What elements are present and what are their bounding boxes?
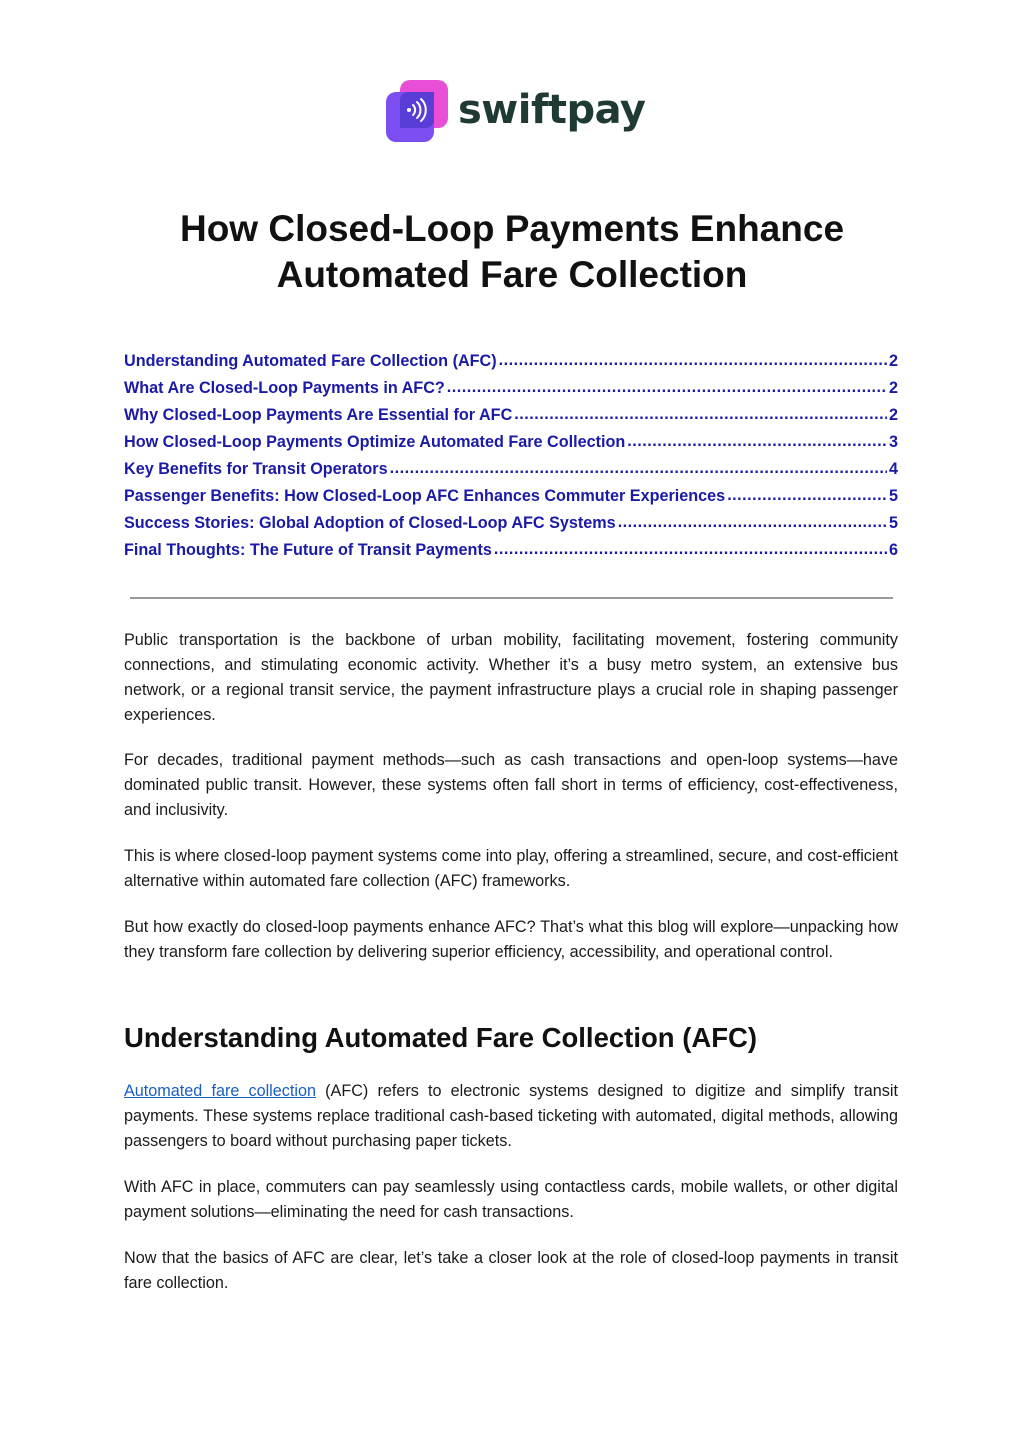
toc-item[interactable]: [124, 460, 898, 487]
toc-item-label: Success Stories: Global Adoption of Closed-Loop AFC Systems: [124, 514, 616, 532]
toc-item-page: 5: [888, 487, 898, 505]
toc-item-page: 2: [888, 379, 898, 397]
toc-leader: [390, 460, 887, 478]
toc-item-label: Why Closed-Loop Payments Are Essential for AFC: [124, 406, 513, 424]
toc-item-page: 2: [888, 406, 898, 424]
toc-item-label: Understanding Automated Fare Collection (AFC): [124, 352, 497, 370]
toc-item-label: What Are Closed-Loop Payments in AFC?: [124, 379, 445, 397]
toc-item[interactable]: [124, 487, 898, 514]
table-of-contents: [124, 352, 898, 568]
toc-leader: [494, 541, 887, 559]
toc-item-label: How Closed-Loop Payments Optimize Automated Fare Collection: [124, 433, 626, 451]
toc-item-page: 5: [888, 514, 898, 532]
section-paragraph-2: With AFC in place, commuters can pay seamlessly using contactless cards, mobile wallets, or other digital payment solutions—eliminating the need for cash transactions.: [124, 1178, 898, 1221]
intro-paragraph-3: This is where closed-loop payment systems come into play, offering a streamlined, secure, and cost-efficient alternative within automated fare collection (AFC) frameworks.: [124, 847, 898, 890]
toc-item[interactable]: [124, 433, 898, 460]
toc-item-page: 3: [888, 433, 898, 451]
intro-paragraph-4: But how exactly do closed-loop payments enhance AFC? That’s what this blog will explore—unpacking how they transform fare collection by delivering superior efficiency, accessibility, and operational control.: [124, 918, 898, 961]
toc-item-label: Key Benefits for Transit Operators: [124, 460, 388, 478]
toc-item-page: 4: [888, 460, 898, 478]
toc-leader: [447, 379, 887, 397]
logo-wordmark: swiftpay: [458, 87, 646, 133]
toc-leader: [618, 514, 887, 532]
section-heading: Understanding Automated Fare Collection (AFC): [124, 1022, 758, 1053]
title-line-1: How Closed-Loop Payments Enhance: [179, 208, 845, 249]
toc-item[interactable]: [124, 514, 898, 541]
title-line-2: Automated Fare Collection: [276, 254, 748, 295]
horizontal-divider: [130, 597, 893, 599]
toc-leader: [514, 406, 887, 424]
toc-item-page: 2: [888, 352, 898, 370]
toc-item[interactable]: [124, 379, 898, 406]
toc-leader: [627, 433, 887, 451]
toc-item[interactable]: [124, 352, 898, 379]
toc-item-page: 6: [888, 541, 898, 559]
section-paragraph-1: [124, 1079, 898, 1154]
afc-link[interactable]: Automated fare collection: [124, 1082, 316, 1100]
swiftpay-logo: [386, 80, 645, 144]
toc-leader: [499, 352, 887, 370]
intro-paragraph-2: For decades, traditional payment methods—such as cash transactions and open-loop systems—have dominated public transit. However, these systems often fall short in terms of efficiency, cost-effectiveness, and inclusivity.: [124, 751, 898, 819]
section-paragraph-3: Now that the basics of AFC are clear, let’s take a closer look at the role of closed-loop payments in transit fare collection.: [124, 1249, 898, 1292]
toc-item-label: Final Thoughts: The Future of Transit Payments: [124, 541, 492, 559]
contactless-waves-icon: [400, 92, 434, 128]
intro-paragraph-1: Public transportation is the backbone of urban mobility, facilitating movement, fostering community connections, and stimulating economic activity. Whether it’s a busy metro system, an extensive bus network, or a regional transit service, the payment infrastructure plays a crucial role in shaping passenger experiences.: [124, 631, 898, 724]
toc-item-label: Passenger Benefits: How Closed-Loop AFC Enhances Commuter Experiences: [124, 487, 726, 505]
section-paragraph-1-text: (AFC) refers to electronic systems designed to digitize and simplify transit payments. These systems replace traditional cash-based ticketing with automated, digital methods, allowing passengers to board without purchasing paper tickets.: [124, 1082, 898, 1150]
toc-item[interactable]: [124, 541, 898, 568]
logo-mark: [386, 80, 448, 144]
toc-leader: [727, 487, 887, 505]
page-title: [100, 206, 924, 298]
toc-item[interactable]: [124, 406, 898, 433]
